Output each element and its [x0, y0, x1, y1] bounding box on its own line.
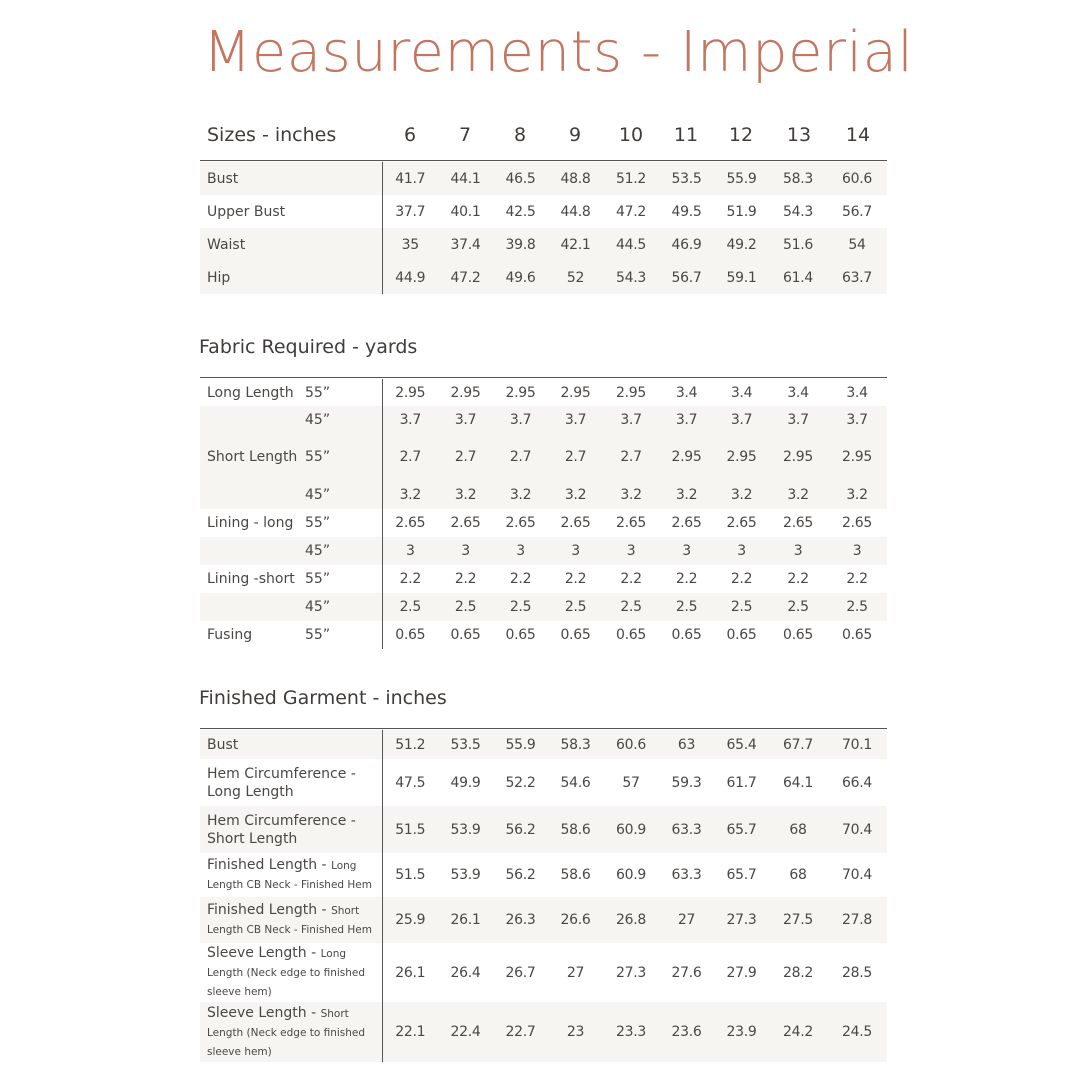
cell-value: 0.65: [450, 627, 481, 643]
cell-value: 3.7: [382, 406, 438, 433]
fabric-table: [200, 379, 887, 649]
cell-value: 37.4: [438, 228, 493, 261]
cell-value: 35: [382, 228, 438, 261]
row-label: Hip: [200, 261, 382, 294]
cell-value: 3: [493, 537, 548, 565]
garment-table: [200, 730, 888, 1062]
cell-value: 3.7: [548, 406, 603, 433]
cell-value: 27.3: [616, 964, 646, 981]
cell-value: 26.7: [505, 964, 536, 981]
cell-value: 3: [659, 537, 714, 565]
cell-value: 70.4: [842, 867, 872, 883]
fabric-width: 45”: [305, 406, 382, 433]
size-7: 7: [458, 124, 472, 146]
table-row: [200, 730, 887, 759]
fabric-heading: Fabric Required - yards: [199, 336, 418, 358]
row-label-text: Sleeve Length -: [207, 945, 317, 961]
size-11: 11: [673, 124, 699, 146]
table-row: [200, 195, 887, 228]
size-8: 8: [513, 124, 527, 146]
cell-value: 26.1: [382, 943, 438, 1002]
cell-value: 53.9: [450, 867, 481, 883]
cell-value: 2.65: [671, 515, 702, 531]
cell-value: 3.7: [827, 406, 887, 433]
cell-value: 26.1: [438, 897, 493, 943]
table-row: [200, 897, 887, 943]
size-14: 14: [845, 124, 871, 146]
table-row: [200, 565, 887, 593]
table-row: [200, 1002, 887, 1062]
row-label: [200, 1002, 382, 1062]
table-row: [200, 943, 887, 1002]
cell-value: 48.8: [548, 162, 603, 195]
cell-value: 0.65: [505, 627, 536, 643]
cell-value: 61.4: [769, 261, 827, 294]
cell-value: 2.2: [564, 571, 587, 587]
cell-value: 3: [714, 537, 769, 565]
cell-value: 51.5: [382, 806, 438, 853]
cell-value: 52.2: [505, 774, 536, 791]
cell-value: 61.7: [726, 774, 757, 791]
cell-value: 60.6: [827, 162, 887, 195]
table-row: [200, 759, 887, 806]
cell-value: 27.3: [714, 897, 769, 943]
cell-value: 2.5: [603, 593, 659, 621]
cell-value: 22.1: [382, 1002, 438, 1062]
row-label-text: Hem Circumference - Short Length: [207, 812, 356, 847]
cell-value: 3.7: [714, 406, 769, 433]
row-label: [200, 593, 305, 621]
cell-value: 46.9: [659, 228, 714, 261]
cell-value: 25.9: [382, 897, 438, 943]
cell-value: 2.95: [505, 384, 536, 401]
table-row: [200, 853, 887, 897]
cell-value: 64.1: [783, 774, 813, 791]
cell-value: 49.2: [714, 228, 769, 261]
cell-value: 3.2: [714, 481, 769, 509]
cell-value: 63: [659, 730, 714, 759]
cell-value: 0.65: [382, 621, 438, 649]
garment-heading: Finished Garment - inches: [199, 687, 447, 709]
row-label: [200, 730, 382, 759]
cell-value: 2.7: [438, 433, 493, 481]
cell-value: 2.7: [603, 433, 659, 481]
cell-value: 2.95: [382, 379, 438, 406]
cell-value: 3.2: [603, 481, 659, 509]
cell-value: 58.6: [560, 867, 591, 883]
body-measurements-table: [200, 162, 888, 294]
cell-value: 58.3: [548, 730, 603, 759]
table-row: [200, 481, 887, 509]
row-label-detail: Long Length CB Neck - Finished Hem: [207, 860, 372, 891]
cell-value: 23: [548, 1002, 603, 1062]
cell-value: 3.7: [659, 406, 714, 433]
cell-value: 26.4: [450, 964, 481, 981]
row-label: Waist: [200, 228, 382, 261]
cell-value: 65.7: [726, 867, 757, 883]
cell-value: 26.3: [493, 897, 548, 943]
cell-value: 49.6: [493, 261, 548, 294]
cell-value: 22.4: [438, 1002, 493, 1062]
row-label: [200, 853, 382, 897]
cell-value: 2.95: [659, 433, 714, 481]
cell-value: 51.9: [726, 203, 757, 220]
cell-value: 49.5: [671, 203, 702, 220]
row-label: [200, 481, 305, 509]
cell-value: 56.2: [493, 806, 548, 853]
table-row: [200, 537, 887, 565]
row-label-text: Sleeve Length -: [207, 1004, 317, 1021]
cell-value: 3.7: [438, 406, 493, 433]
cell-value: 54.3: [603, 261, 659, 294]
cell-value: 24.2: [769, 1002, 827, 1062]
cell-value: 2.5: [659, 593, 714, 621]
cell-value: 3: [438, 537, 493, 565]
cell-value: 26.8: [603, 897, 659, 943]
cell-value: 2.95: [450, 384, 481, 401]
cell-value: 27: [566, 964, 585, 981]
table-row: [200, 162, 887, 195]
cell-value: 3.7: [769, 406, 827, 433]
cell-value: 60.9: [603, 806, 659, 853]
cell-value: 26.6: [548, 897, 603, 943]
cell-value: 2.5: [493, 593, 548, 621]
cell-value: 46.5: [493, 162, 548, 195]
cell-value: 44.9: [382, 261, 438, 294]
cell-value: 3.4: [730, 384, 753, 401]
cell-value: 3: [603, 537, 659, 565]
fabric-width: 45”: [305, 481, 382, 509]
cell-value: 27.8: [827, 897, 887, 943]
fabric-width: 55”: [305, 515, 331, 531]
row-label-text: Bust: [207, 736, 239, 753]
cell-value: 2.95: [560, 384, 591, 401]
fabric-width: 55”: [305, 571, 331, 587]
row-label: [200, 806, 382, 853]
cell-value: 3: [548, 537, 603, 565]
cell-value: 68: [789, 867, 807, 883]
cell-value: 24.5: [827, 1002, 887, 1062]
row-label: [200, 943, 382, 1002]
row-label-detail: Short Length (Neck edge to finished sleeve hem): [207, 1007, 366, 1058]
table-row: [200, 806, 887, 853]
cell-value: 63.3: [671, 867, 702, 883]
cell-value: 2.95: [827, 433, 887, 481]
cell-value: 67.7: [769, 730, 827, 759]
cell-value: 2.65: [505, 515, 536, 531]
cell-value: 58.6: [548, 806, 603, 853]
cell-value: 3.7: [603, 406, 659, 433]
sizes-header-label: Sizes - inches: [207, 124, 337, 146]
row-label: Upper Bust: [207, 203, 286, 220]
row-label: Long Length: [207, 384, 294, 401]
cell-value: 0.65: [560, 627, 591, 643]
cell-value: 3.7: [493, 406, 548, 433]
cell-value: 2.95: [769, 433, 827, 481]
table-row: [200, 433, 887, 481]
row-label-detail: Short Length CB Neck - Finished Hem: [207, 905, 372, 936]
row-label: Short Length: [200, 433, 305, 481]
cell-value: 54: [827, 228, 887, 261]
size-13: 13: [786, 124, 812, 146]
cell-value: 53.5: [438, 730, 493, 759]
cell-value: 0.65: [783, 627, 813, 643]
cell-value: 68: [769, 806, 827, 853]
cell-value: 60.9: [616, 867, 646, 883]
fabric-rule: [200, 377, 887, 378]
cell-value: 58.3: [769, 162, 827, 195]
table-row: [200, 593, 887, 621]
cell-value: 3: [769, 537, 827, 565]
cell-value: 2.5: [827, 593, 887, 621]
fabric-width: 55”: [305, 384, 331, 401]
cell-value: 51.6: [769, 228, 827, 261]
row-label-text: Finished Length -: [207, 857, 327, 873]
row-label: Fusing: [207, 627, 253, 643]
cell-value: 65.4: [714, 730, 769, 759]
size-10: 10: [618, 124, 644, 146]
cell-value: 2.7: [493, 433, 548, 481]
cell-value: 2.65: [382, 509, 438, 537]
row-label: Lining -short: [207, 571, 295, 587]
cell-value: 2.2: [846, 571, 868, 587]
cell-value: 0.65: [726, 627, 757, 643]
cell-value: 3.2: [827, 481, 887, 509]
cell-value: 27.5: [769, 897, 827, 943]
cell-value: 59.3: [671, 774, 702, 791]
table-row: [200, 379, 887, 406]
size-9: 9: [568, 124, 582, 146]
cell-value: 2.5: [714, 593, 769, 621]
cell-value: 2.2: [620, 571, 642, 587]
cell-value: 2.5: [769, 593, 827, 621]
cell-value: 55.9: [493, 730, 548, 759]
cell-value: 56.7: [659, 261, 714, 294]
row-label: [200, 406, 305, 433]
cell-value: 51.2: [603, 162, 659, 195]
fabric-width: 45”: [305, 537, 382, 565]
cell-value: 2.5: [382, 593, 438, 621]
cell-value: 2.95: [714, 433, 769, 481]
cell-value: 3.2: [382, 481, 438, 509]
row-label: Bust: [200, 162, 382, 195]
cell-value: 2.2: [675, 571, 698, 587]
cell-value: 2.65: [560, 515, 591, 531]
cell-value: 2.5: [438, 593, 493, 621]
cell-value: 0.65: [671, 627, 702, 643]
cell-value: 23.6: [659, 1002, 714, 1062]
cell-value: 27.6: [671, 964, 702, 981]
cell-value: 41.7: [382, 162, 438, 195]
row-label-text: Hem Circumference - Long Length: [207, 765, 356, 800]
cell-value: 28.5: [842, 964, 872, 981]
cell-value: 51.2: [382, 730, 438, 759]
table-row: [200, 406, 887, 433]
cell-value: 3.2: [769, 481, 827, 509]
cell-value: 59.1: [714, 261, 769, 294]
garment-rule: [200, 728, 887, 729]
cell-value: 2.65: [783, 515, 813, 531]
cell-value: 3.2: [548, 481, 603, 509]
cell-value: 23.3: [603, 1002, 659, 1062]
cell-value: 2.65: [616, 515, 646, 531]
cell-value: 57: [622, 774, 640, 791]
cell-value: 0.65: [616, 627, 646, 643]
cell-value: 66.4: [842, 774, 872, 791]
row-label-detail: Long Length (Neck edge to finished sleeve hem): [207, 948, 366, 998]
cell-value: 2.95: [616, 384, 646, 401]
size-6: 6: [403, 124, 417, 146]
cell-value: 47.2: [438, 261, 493, 294]
cell-value: 65.7: [714, 806, 769, 853]
cell-value: 47.5: [382, 759, 438, 806]
table-row: [200, 509, 887, 537]
cell-value: 39.8: [493, 228, 548, 261]
cell-value: 3.2: [438, 481, 493, 509]
cell-value: 0.65: [842, 627, 872, 643]
cell-value: 2.2: [730, 571, 753, 587]
cell-value: 55.9: [714, 162, 769, 195]
cell-value: 23.9: [714, 1002, 769, 1062]
row-label: [200, 897, 382, 943]
cell-value: 2.7: [382, 433, 438, 481]
cell-value: 3.4: [675, 384, 698, 401]
cell-value: 40.1: [450, 203, 481, 220]
cell-value: 2.65: [450, 515, 481, 531]
cell-value: 49.9: [450, 774, 481, 791]
cell-value: 44.8: [560, 203, 591, 220]
sizes-header: [200, 112, 887, 161]
table-row: [200, 261, 887, 294]
cell-value: 2.2: [509, 571, 532, 587]
cell-value: 63.3: [659, 806, 714, 853]
cell-value: 22.7: [493, 1002, 548, 1062]
cell-value: 44.5: [603, 228, 659, 261]
cell-value: 3: [827, 537, 887, 565]
size-12: 12: [728, 124, 754, 146]
fabric-width: 45”: [305, 593, 382, 621]
table-row: [200, 228, 887, 261]
cell-value: 56.7: [842, 203, 872, 220]
cell-value: 28.2: [783, 964, 813, 981]
cell-value: 2.7: [548, 433, 603, 481]
cell-value: 56.2: [505, 867, 536, 883]
cell-value: 2.2: [787, 571, 809, 587]
fabric-width: 55”: [305, 433, 382, 481]
cell-value: 44.1: [438, 162, 493, 195]
cell-value: 2.5: [548, 593, 603, 621]
row-label: [200, 537, 305, 565]
fabric-width: 55”: [305, 627, 331, 643]
cell-value: 60.6: [603, 730, 659, 759]
cell-value: 27.9: [726, 964, 757, 981]
cell-value: 27: [659, 897, 714, 943]
cell-value: 2.65: [726, 515, 757, 531]
cell-value: 2.2: [454, 571, 477, 587]
cell-value: 42.1: [548, 228, 603, 261]
cell-value: 51.5: [382, 853, 438, 897]
cell-value: 47.2: [616, 203, 646, 220]
page-title: Measurements - Imperial: [203, 20, 914, 85]
cell-value: 52: [548, 261, 603, 294]
cell-value: 3.4: [846, 384, 868, 401]
cell-value: 3.2: [659, 481, 714, 509]
row-label: Lining - long: [207, 515, 294, 531]
cell-value: 53.9: [438, 806, 493, 853]
row-label: [200, 759, 382, 806]
cell-value: 2.2: [382, 565, 438, 593]
cell-value: 2.65: [842, 515, 872, 531]
cell-value: 70.1: [827, 730, 887, 759]
row-label-text: Finished Length -: [207, 902, 327, 918]
cell-value: 54.3: [783, 203, 813, 220]
cell-value: 3.4: [787, 384, 809, 401]
cell-value: 3: [382, 537, 438, 565]
cell-value: 42.5: [505, 203, 536, 220]
table-row: [200, 621, 887, 649]
cell-value: 53.5: [659, 162, 714, 195]
cell-value: 63.7: [827, 261, 887, 294]
cell-value: 54.6: [560, 774, 591, 791]
cell-value: 3.2: [493, 481, 548, 509]
cell-value: 37.7: [382, 195, 438, 228]
cell-value: 70.4: [827, 806, 887, 853]
